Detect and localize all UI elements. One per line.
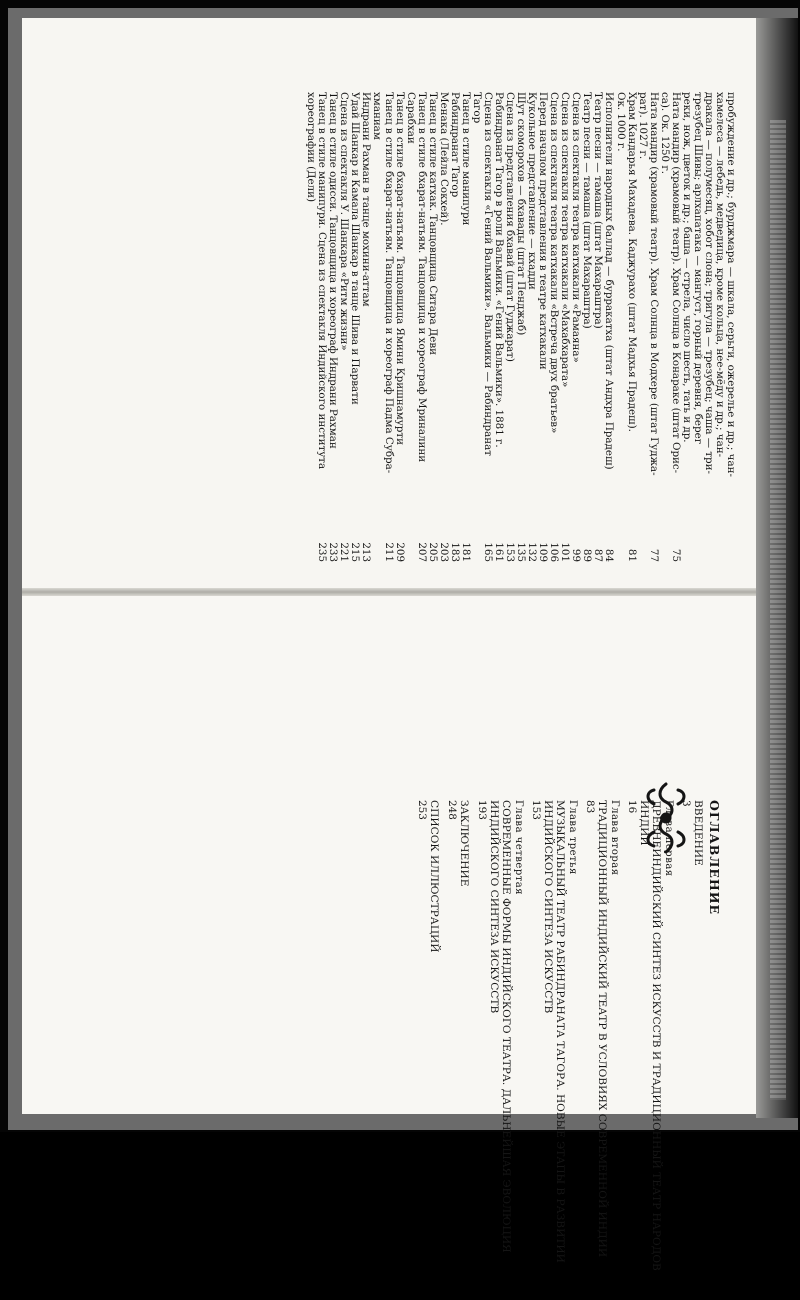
- illustration-row: [471, 92, 482, 562]
- illustration-page-number: [725, 542, 736, 562]
- toc-page-number: 3: [680, 800, 692, 807]
- book-gutter: [22, 588, 782, 596]
- toc-entry: [530, 800, 578, 1300]
- illustration-caption: Тагор: [470, 92, 483, 124]
- toc-chapter-label: Глава четвертая: [513, 800, 524, 896]
- illustration-row: [438, 92, 449, 562]
- illustration-page-number: [305, 542, 316, 562]
- illustration-row: [614, 92, 625, 562]
- toc-chapter-label: Глава первая: [663, 800, 674, 877]
- illustration-page-number: 213: [360, 542, 373, 562]
- illustration-caption: Театр песни — тамаша (штат Махараштра): [592, 92, 605, 329]
- illustration-row: [626, 92, 637, 562]
- toc-entries: [416, 800, 704, 1300]
- toc-title: ТРАДИЦИОННЫЙ ИНДИЙСКИЙ ТЕАТР В УСЛОВИЯХ СОВРЕМЕННОЙ ИНДИИ: [596, 800, 608, 1258]
- illustration-row: [670, 92, 681, 562]
- illustration-row: [383, 92, 394, 562]
- toc-page-number: 193: [476, 800, 488, 820]
- illustration-row: [504, 92, 515, 562]
- illustration-row: [360, 92, 371, 562]
- illustration-caption: Удай Шанкар и Камала Шанкар в танце Шива и Парвати: [349, 92, 362, 405]
- illustration-page-number: 215: [349, 542, 362, 562]
- illustration-row: [714, 92, 725, 562]
- toc-page-number: 153: [530, 800, 542, 820]
- illustration-row: [405, 92, 416, 562]
- illustration-caption: Сарабхаи: [404, 92, 417, 144]
- illustration-page-number: 207: [415, 542, 428, 562]
- illustration-caption: хореографии (Дели): [305, 92, 318, 202]
- illustration-page-number: 165: [481, 542, 494, 562]
- illustration-row: [449, 92, 460, 562]
- illustration-page-number: 221: [338, 542, 351, 562]
- table-of-contents: [410, 800, 720, 1300]
- illustration-row: [526, 92, 537, 562]
- illustration-page-number: [637, 542, 648, 562]
- illustration-caption: Танец в стиле бхарат-натьям. Танцовщица и хореограф Мриналини: [415, 92, 428, 463]
- illustration-row: [637, 92, 648, 562]
- toc-title: СПИСОК ИЛЛЮСТРАЦИЙ: [428, 800, 440, 953]
- illustration-caption: Театр песни — тамаша (штат Махараштра): [581, 92, 594, 329]
- illustration-page-number: 153: [504, 542, 517, 562]
- illustration-caption: хманиам: [371, 92, 384, 140]
- illustration-row: [559, 92, 570, 562]
- toc-entry: [446, 800, 470, 1300]
- illustration-caption: Индрани Рахман в танце мохини-аттам: [360, 92, 373, 307]
- illustration-row: [515, 92, 526, 562]
- toc-entry: [680, 800, 704, 1300]
- illustration-page-number: 233: [327, 542, 340, 562]
- illustration-caption: Рабиндранат Тагор в роли Вальмики. «Гений Вальмики». 1881 г.: [493, 92, 506, 448]
- illustration-caption: реки, нож, цветок и др.; баша — стрела, число шесть, тать и др.: [680, 92, 693, 443]
- illustration-caption: Танец в стиле бхарат-натьям. Танцовщица и хореограф Падма Субра-: [382, 92, 395, 474]
- illustration-caption: Менака (Лейла Сокхей).: [437, 92, 450, 226]
- illustration-row: [316, 92, 327, 562]
- illustration-row: [305, 92, 316, 562]
- illustration-row: [394, 92, 405, 562]
- toc-entry: [476, 800, 524, 1300]
- toc-chapter-label: Глава третья: [567, 800, 578, 875]
- illustration-row: [725, 92, 736, 562]
- illustration-page-number: [703, 542, 714, 562]
- illustration-row: [548, 92, 559, 562]
- illustration-caption: Кукольное представление — кхадди: [526, 92, 539, 290]
- illustration-row: [460, 92, 471, 562]
- illustration-row: [603, 92, 614, 562]
- illustration-row: [659, 92, 670, 562]
- illustration-row: [482, 92, 493, 562]
- illustration-page-number: 181: [459, 542, 472, 562]
- illustration-caption: Перед началом представления в театре катхакали: [537, 92, 550, 370]
- toc-entry: [626, 800, 674, 1300]
- illustration-page-number: 109: [537, 542, 550, 562]
- illustration-caption: Сцена из спектакля театра катхакали «Махабхарата»: [559, 92, 572, 388]
- illustration-page-number: 211: [382, 542, 395, 562]
- toc-title: ДРЕВНЕИНДИЙСКИЙ СИНТЕЗ ИСКУССТВ И ТРАДИЦИОННЫЙ ТЕАТР НАРОДОВ ИНДИИ: [638, 800, 662, 1271]
- illustration-page-number: 235: [316, 542, 329, 562]
- illustration-row: [349, 92, 360, 562]
- toc-page-number: 16: [626, 800, 638, 814]
- illustration-page-number: [692, 542, 703, 562]
- illustration-caption: хамелеса — лебедь, медведица, кроме кольца, нее-мёду и др.; чан-: [713, 92, 726, 458]
- illustration-row: [692, 92, 703, 562]
- illustration-page-number: [659, 542, 670, 562]
- toc-title: ЗАКЛЮЧЕНИЕ: [458, 800, 470, 887]
- illustration-caption: Сцена из спектакля театра катхакали «Рамаяна»: [570, 92, 583, 363]
- illustration-caption: Ната мандир (храмовый театр). Храм Солнца в Конараке (штат Ориc-: [669, 92, 682, 474]
- illustration-caption: Танец в стиле бхарат-натьям. Танцовщица Ямини Кришнамурти: [393, 92, 406, 445]
- illustration-page-number: 106: [548, 542, 561, 562]
- toc-title: ВВЕДЕНИЕ: [692, 800, 704, 866]
- illustration-caption: Танец в стиле манипури: [459, 92, 472, 226]
- illustration-caption: Сцена из спектакля У. Шанкара «Ритм жизни»: [338, 92, 351, 351]
- illustration-caption: Шут скоморохов — бхавады (штат Пенджаб): [515, 92, 528, 336]
- illustration-caption: Сцена из представления бхавай (штат Гуджарат): [504, 92, 517, 362]
- illustration-caption: са). Ок. 1250 г.: [658, 92, 671, 175]
- toc-title: МУЗЫКАЛЬНЫЙ ТЕАТР РАБИНДРАНАТА ТАГОРА. НОВЫЕ ЭТАПЫ В РАЗВИТИИ ИНДИЙСКОГО СИНТЕЗА ИСКУССТВ: [542, 800, 566, 1263]
- illustration-caption: Сцена из спектакля театра катхакали «Встреча двух братьев»: [548, 92, 561, 434]
- illustration-page-number: [371, 542, 382, 562]
- illustration-page-number: [614, 542, 625, 562]
- illustration-page-number: 75: [669, 548, 682, 562]
- illustration-row: [371, 92, 382, 562]
- illustration-row: [570, 92, 581, 562]
- illustration-row: [703, 92, 714, 562]
- toc-heading: ОГЛАВЛЕНИЕ: [707, 800, 722, 916]
- illustration-page-number: 99: [570, 548, 583, 562]
- illustration-caption: Танец в стиле манипури. Сцена из спектакля Индийского института: [316, 92, 329, 470]
- illustration-caption: пробуждение и др.; бурджмара — шкала, серьги, ожерелье и др.; чан-: [725, 92, 737, 477]
- illustration-caption: Танец в стиле одисси. Танцовщица и хореограф Индрани Рахман: [327, 92, 340, 449]
- illustration-page-number: 101: [559, 542, 572, 562]
- illustration-row: [493, 92, 504, 562]
- toc-page-number: 253: [416, 800, 428, 820]
- illustration-page-number: 205: [426, 542, 439, 562]
- illustration-caption: Исполнители народных баллад — бурракатха (штат Андхра Прадеш): [603, 92, 616, 470]
- illustration-row: [416, 92, 427, 562]
- illustration-page-number: 89: [581, 548, 594, 562]
- illustration-row: [681, 92, 692, 562]
- illustration-caption: трезубец Шивы; арлхапатака — мангуст, горный деревня, берег: [691, 92, 704, 445]
- illustration-caption: рат). 1027 г.: [636, 92, 649, 160]
- page-edge-stripes: [770, 120, 786, 1100]
- illustration-page-number: 132: [526, 542, 539, 562]
- illustration-row: [592, 92, 603, 562]
- illustration-caption: дракала — полумесяц, хобот слона; тригула — трезубец; чаша — три-: [702, 92, 715, 474]
- illustration-row: [581, 92, 592, 562]
- toc-entry: [584, 800, 620, 1300]
- illustration-page-number: [714, 542, 725, 562]
- illustration-row: [338, 92, 349, 562]
- illustration-row: [537, 92, 548, 562]
- illustration-row: [648, 92, 659, 562]
- illustration-caption: Ната мандир (храмовый театр). Храм Солнца в Модхере (штат Гуджа-: [647, 92, 660, 476]
- illustration-page-number: 209: [393, 542, 406, 562]
- illustration-page-number: 203: [437, 542, 450, 562]
- illustration-page-number: 77: [647, 548, 660, 562]
- toc-title: СОВРЕМЕННЫЕ ФОРМЫ ИНДИЙСКОГО ТЕАТРА. ДАЛЬНЕЙШАЯ ЭВОЛЮЦИЯ ИНДИЙСКОГО СИНТЕЗА ИСКУССТВ: [488, 800, 512, 1253]
- illustration-page-number: 183: [448, 542, 461, 562]
- illustration-row: [427, 92, 438, 562]
- toc-page-number: 83: [584, 800, 596, 814]
- illustration-page-number: 87: [592, 548, 605, 562]
- illustration-caption: Храм Кандарья Махадева. Каджурахо (штат Мадхья Прадеш).: [625, 92, 638, 432]
- illustration-page-number: 161: [493, 542, 506, 562]
- illustration-row: [327, 92, 338, 562]
- illustrations-list: [305, 92, 736, 562]
- toc-entry: [416, 800, 440, 1300]
- illustration-page-number: [471, 542, 482, 562]
- illustration-caption: Ок. 1000 г.: [614, 92, 627, 152]
- illustration-page-number: [405, 542, 416, 562]
- illustration-caption: Танец в стиле катхак. Танцовщица Ситара Деви: [426, 92, 439, 356]
- illustration-caption: Сцена из спектакля «Гений Вальмики». Вальмики — Рабиндранат: [481, 92, 494, 456]
- illustration-page-number: 81: [625, 548, 638, 562]
- toc-page-number: 248: [446, 800, 458, 820]
- illustration-page-number: 84: [603, 548, 616, 562]
- toc-chapter-label: Глава вторая: [609, 800, 620, 876]
- illustration-caption: Рабиндранат Тагор: [448, 92, 461, 198]
- illustration-page-number: 135: [515, 542, 528, 562]
- illustration-page-number: [681, 542, 692, 562]
